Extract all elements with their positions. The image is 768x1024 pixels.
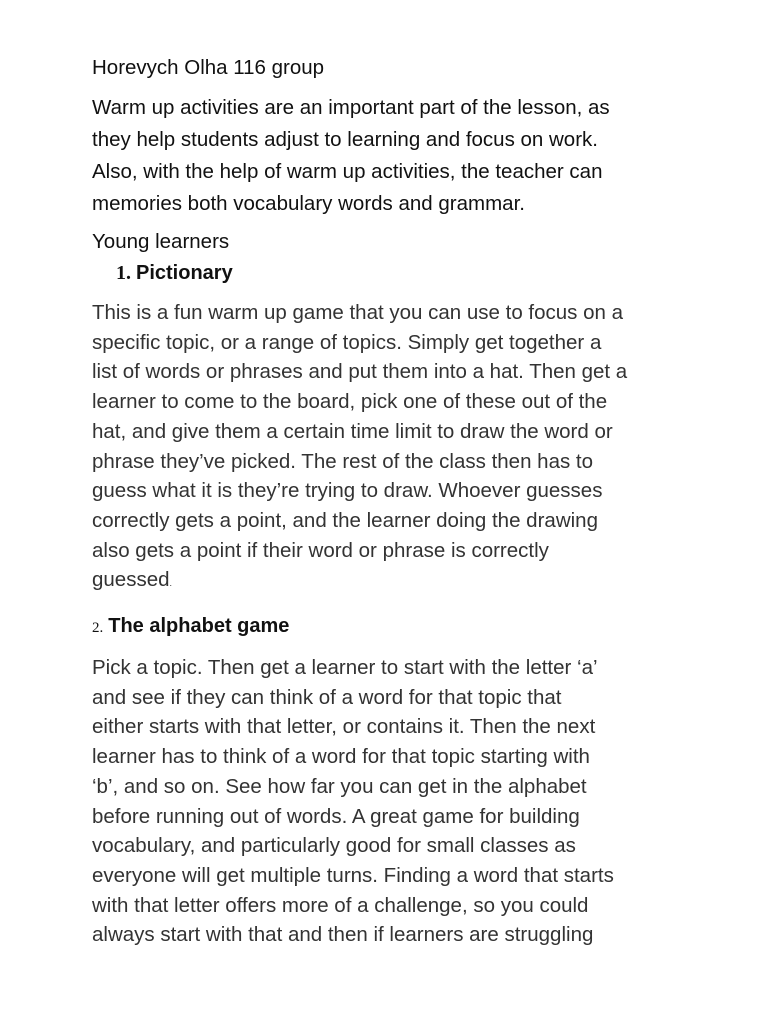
section-label: Young learners [92, 230, 230, 253]
paragraph-line: correctly gets a point, and the learner doing the drawing [92, 508, 598, 532]
paragraph-line: list of words or phrases and put them into a hat. Then get a [92, 360, 628, 384]
activity-description-pictionary [92, 298, 722, 599]
paragraph-line: everyone will get multiple turns. Finding a word that starts [92, 863, 614, 887]
paragraph-line: ‘b’, and so on. See how far you can get in the alphabet [92, 774, 587, 798]
activity-description-alphabet-game [92, 653, 722, 950]
paragraph-line: learner to come to the board, pick one of these out of the [92, 390, 608, 414]
activity-number: 1. [116, 262, 131, 284]
paragraph-line: with that letter offers more of a challenge, so you could [92, 893, 589, 917]
paragraph-line: hat, and give them a certain time limit to draw the word or [92, 419, 613, 443]
paragraph-line: and see if they can think of a word for that topic that [92, 685, 562, 709]
paragraph-line: either starts with that letter, or contains it. Then the next [92, 715, 596, 739]
document-page [92, 54, 722, 962]
paragraph-line: specific topic, or a range of topics. Simply get together a [92, 330, 602, 354]
activity-title: Pictionary [136, 262, 233, 284]
trailing-period: . [169, 578, 173, 589]
paragraph-line: vocabulary, and particularly good for small classes as [92, 834, 576, 858]
paragraph-line: Pick a topic. Then get a learner to start with the letter ‘a’ [92, 656, 598, 680]
paragraph-line: This is a fun warm up game that you can use to focus on a [92, 301, 624, 324]
paragraph-line: before running out of words. A great game for building [92, 804, 580, 828]
intro-line: memories both vocabulary words and grammar. [92, 192, 525, 215]
author-line: Horevych Olha 116 group [92, 56, 325, 79]
paragraph-line: always start with that and then if learners are struggling [92, 923, 594, 947]
paragraph-line: guess what it is they’re trying to draw. Whoever guesses [92, 479, 603, 503]
activity-number: 2. [92, 620, 104, 637]
intro-line: they help students adjust to learning and focus on work. [92, 128, 598, 151]
paragraph-line: learner has to think of a word for that topic starting with [92, 745, 590, 769]
paragraph-line-text: guessed [92, 568, 170, 592]
activity-title: The alphabet game [108, 615, 290, 638]
paragraph-line-last [92, 565, 722, 599]
paragraph-line: phrase they’ve picked. The rest of the class then has to [92, 449, 594, 473]
intro-paragraph [92, 92, 722, 220]
paragraph-line: also gets a point if their word or phrase is correctly [92, 538, 549, 562]
activity-heading-pictionary [92, 258, 722, 288]
activity-heading-alphabet-game [92, 611, 722, 643]
intro-line: Warm up activities are an important part of the lesson, as [92, 96, 610, 119]
intro-line: Also, with the help of warm up activities, the teacher can [92, 160, 603, 183]
